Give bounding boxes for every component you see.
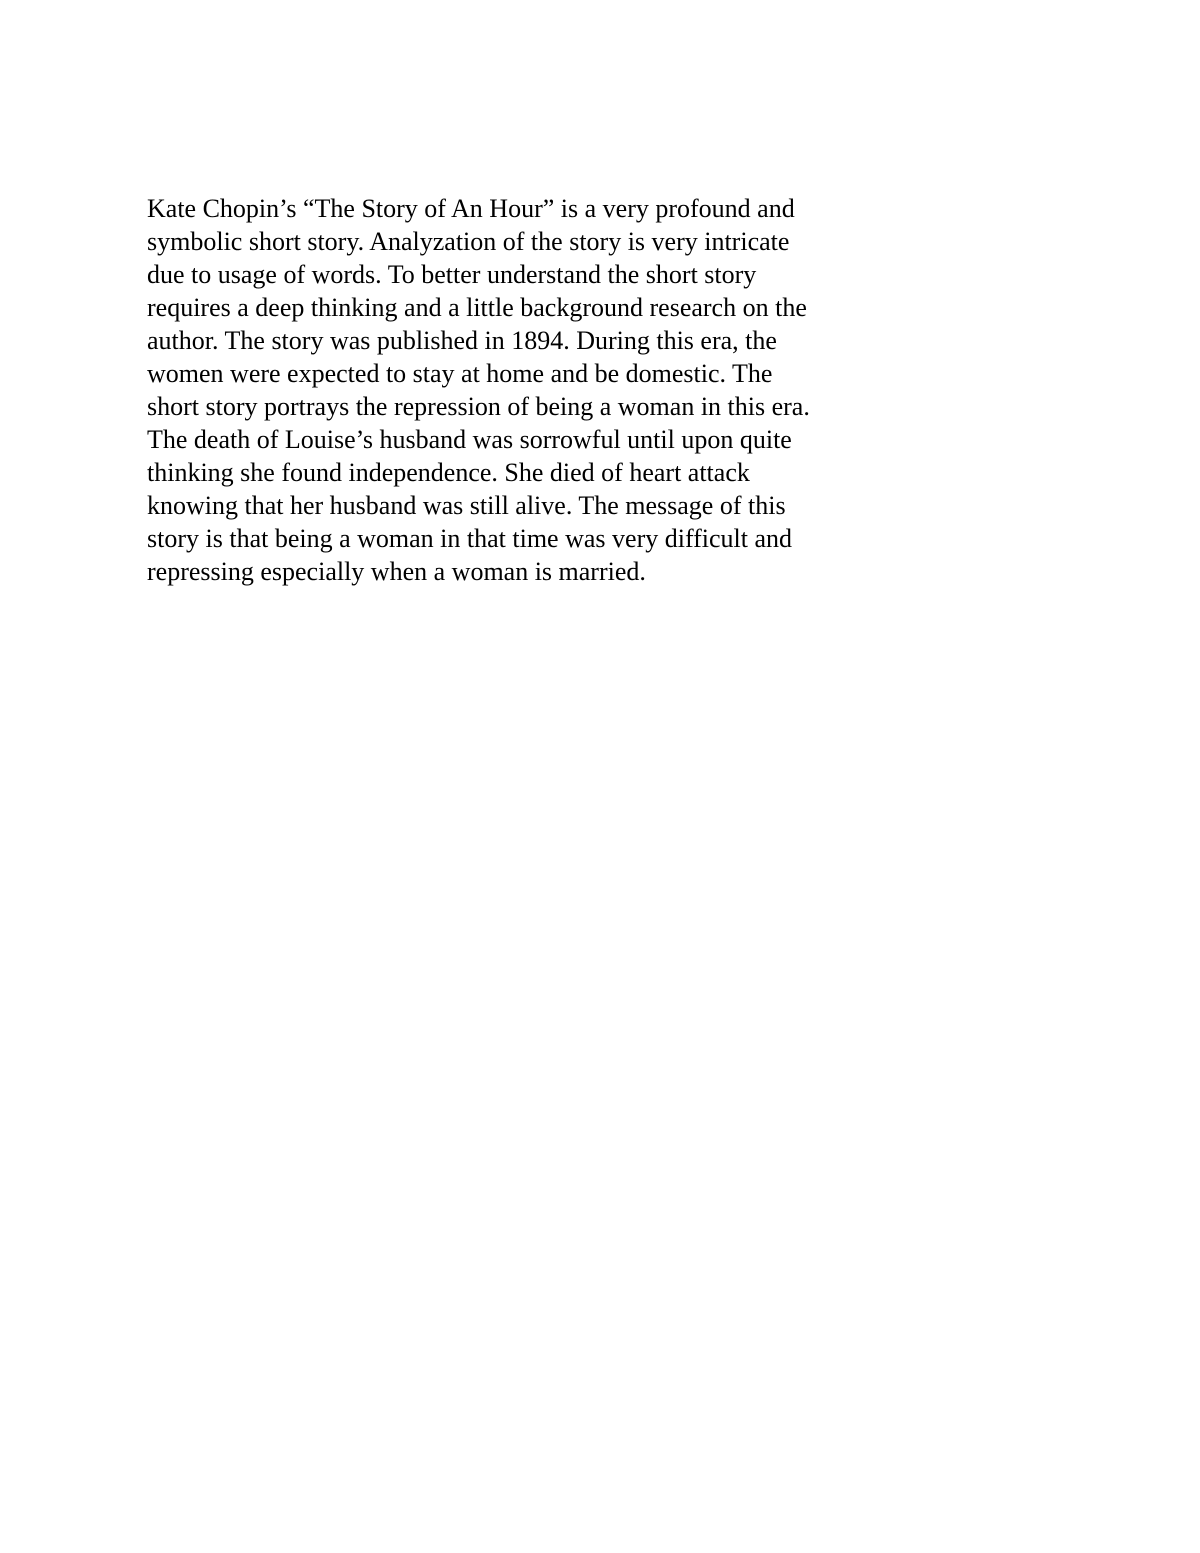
paragraph-line: symbolic short story. Analyzation of the story is very intricate: [147, 227, 790, 256]
paragraph-line: requires a deep thinking and a little background research on the: [147, 293, 807, 322]
paragraph-line: story is that being a woman in that time was very difficult and: [147, 524, 793, 553]
paragraph-line: author. The story was published in 1894. During this era, the: [147, 326, 777, 355]
paragraph-line: short story portrays the repression of being a woman in this era.: [147, 392, 810, 421]
essay-paragraph: [147, 192, 907, 588]
paragraph-line: Kate Chopin’s “The Story of An Hour” is a very profound and: [147, 194, 795, 223]
paragraph-line: knowing that her husband was still alive. The message of this: [147, 491, 786, 520]
paragraph-line: thinking she found independence. She died of heart attack: [147, 458, 750, 487]
paragraph-line: women were expected to stay at home and be domestic. The: [147, 359, 773, 388]
paragraph-line: The death of Louise’s husband was sorrowful until upon quite: [147, 425, 792, 454]
paragraph-line: repressing especially when a woman is married.: [147, 557, 646, 586]
paragraph-line: due to usage of words. To better understand the short story: [147, 260, 757, 289]
